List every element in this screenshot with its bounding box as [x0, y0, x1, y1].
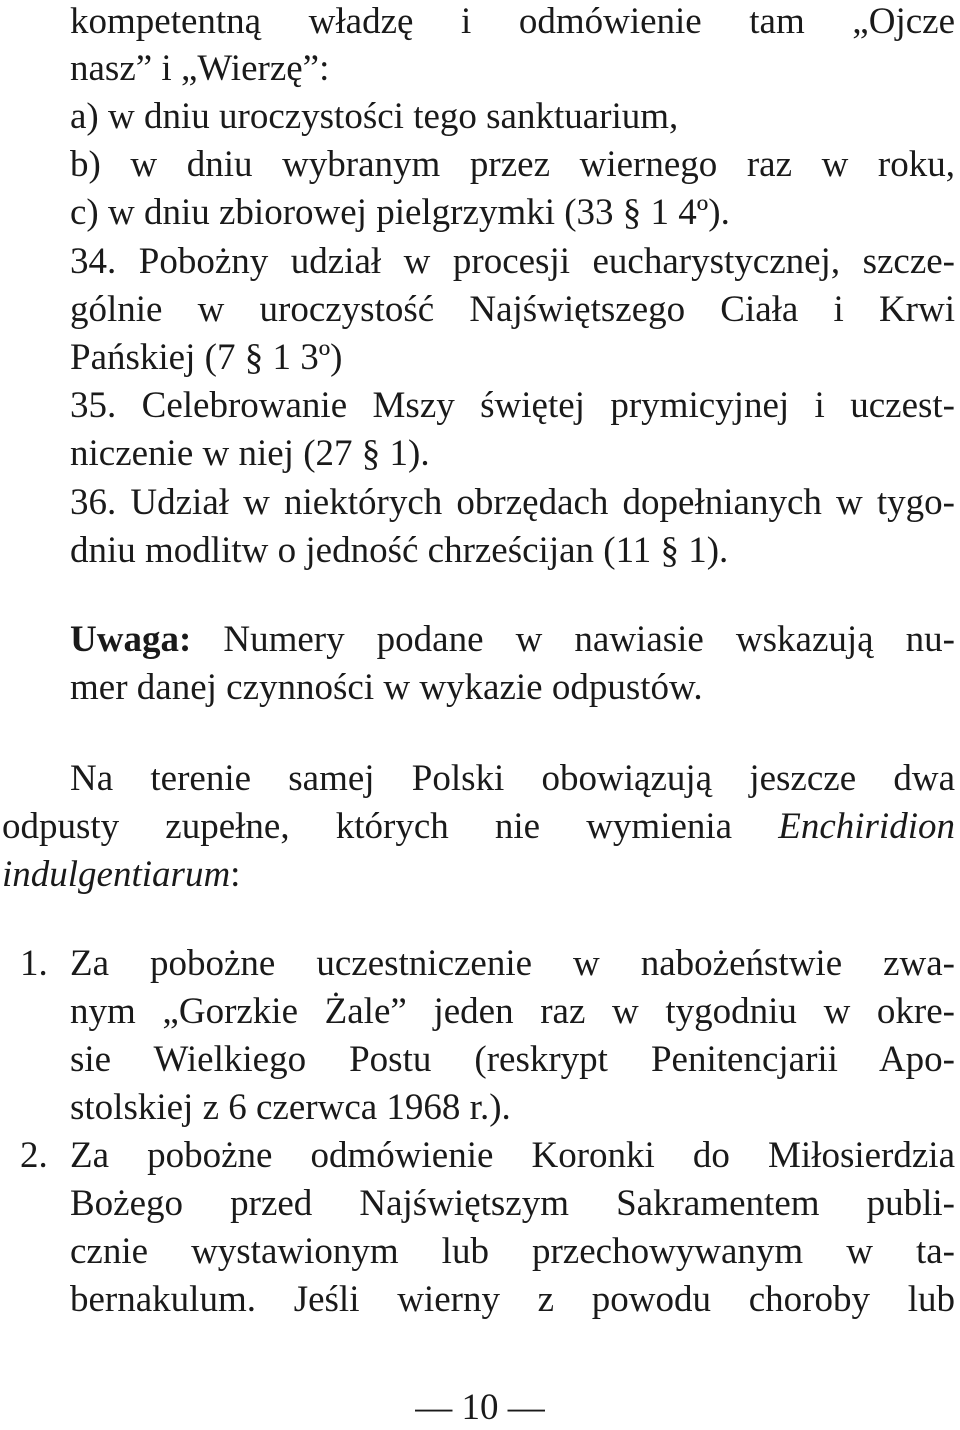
- note-line-1-text: Numery podane w nawiasie wskazują nu-: [223, 619, 956, 660]
- list-b-item-2-line-1: Za pobożne odmówienie Koronki do Miłosierdzia: [70, 1135, 955, 1176]
- list-a-cont-line-1: kompetentną władzę i odmówienie tam „Ojcze: [70, 1, 955, 42]
- note-label: Uwaga:: [70, 619, 192, 660]
- paragraph-line-2: [2, 805, 955, 849]
- paragraph-title-enchiridion: Enchiridion: [778, 806, 955, 847]
- list-b-item-1-line-1: Za pobożne uczestniczenie w nabożeństwie zwa-: [70, 943, 955, 984]
- page-number: — 10 —: [415, 1387, 545, 1428]
- list-b-item-2-line-4: bernakulum. Jeśli wierny z powodu choroby lub: [70, 1279, 955, 1320]
- list-b-item-1-line-2: nym „Gorzkie Żale” jeden raz w tygodniu w okre-: [70, 991, 955, 1032]
- list-b-item-1-line-4: stolskiej z 6 czerwca 1968 r.).: [70, 1087, 511, 1128]
- list-b-item-2-number: 2.: [20, 1135, 48, 1176]
- list-a-cont-line-2: nasz” i „Wierzę”:: [70, 48, 330, 89]
- list-a-sub-a: a) w dniu uroczystości tego sanktuarium,: [70, 96, 679, 137]
- item-34-line-1: 34. Pobożny udział w procesji eucharystycznej, szcze-: [70, 241, 955, 282]
- item-36-line-2: dniu modlitw o jedność chrześcijan (11 § 1).: [70, 530, 729, 571]
- list-b-item-1-number: 1.: [20, 943, 48, 984]
- item-34-line-2: gólnie w uroczystość Najświętszego Ciała i Krwi: [70, 289, 955, 330]
- list-b-item-1-line-3: sie Wielkiego Postu (reskrypt Penitencjarii Apo-: [70, 1039, 955, 1080]
- list-b-item-2-line-3: cznie wystawionym lub przechowywanym w ta-: [70, 1231, 955, 1272]
- list-a-sub-b: b) w dniu wybranym przez wiernego raz w roku,: [70, 144, 955, 185]
- note-line-2: mer danej czynności w wykazie odpustów.: [70, 667, 703, 708]
- paragraph-line-3-punct: :: [230, 854, 241, 895]
- paragraph-line-1: Na terenie samej Polski obowiązują jeszcze dwa: [70, 758, 955, 799]
- item-36-line-1: 36. Udział w niektórych obrzędach dopełnianych w tygo-: [70, 482, 955, 523]
- paragraph-line-3: [2, 853, 240, 897]
- list-b-item-2-line-2: Bożego przed Najświętszym Sakramentem publi-: [70, 1183, 955, 1224]
- paragraph-title-indulgentiarum: indulgentiarum: [2, 854, 231, 895]
- item-35-line-2: niczenie w niej (27 § 1).: [70, 433, 430, 474]
- item-35-line-1: 35. Celebrowanie Mszy świętej prymicyjnej i uczest-: [70, 385, 955, 426]
- paragraph-line-2-text: odpusty zupełne, których nie wymienia: [2, 806, 733, 847]
- list-a-sub-c: c) w dniu zbiorowej pielgrzymki (33 § 1 4º).: [70, 192, 730, 233]
- item-34-line-3: Pańskiej (7 § 1 3º): [70, 337, 343, 378]
- note-line-1: [70, 618, 955, 662]
